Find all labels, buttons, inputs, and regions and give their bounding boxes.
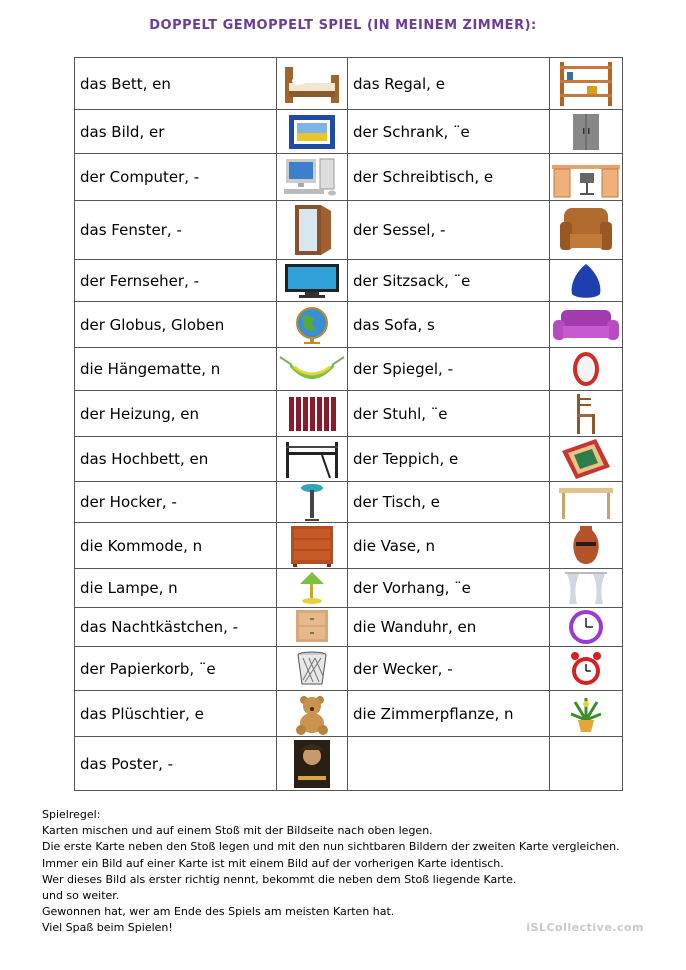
vocabulary-word: der Computer, -	[80, 168, 200, 186]
curtain-icon	[550, 570, 622, 606]
table-row	[75, 110, 623, 154]
vocabulary-word: die Hängematte, n	[80, 360, 221, 378]
vase-icon	[550, 524, 622, 568]
table-row	[75, 154, 623, 201]
vocabulary-word: das Fenster, -	[80, 221, 182, 239]
right-word-cell	[348, 437, 550, 482]
rules-line: Immer ein Bild auf einer Karte ist mit einem Bild auf der vorherigen Karte identisch.	[42, 856, 504, 870]
vocabulary-word: die Zimmerpflanze, n	[353, 704, 514, 723]
vocabulary-word: die Vase, n	[353, 536, 436, 555]
left-picture-cell	[277, 348, 348, 391]
left-picture-cell	[277, 737, 348, 791]
right-picture-cell	[550, 647, 623, 691]
table-row	[75, 302, 623, 348]
vocabulary-word: der Vorhang, ¨e	[353, 579, 471, 597]
right-word-cell	[348, 523, 550, 569]
watermark: iSLCollective.com	[526, 921, 644, 934]
hammock-icon	[277, 351, 347, 387]
left-picture-cell	[277, 201, 348, 260]
vocabulary-word: die Wanduhr, en	[353, 618, 477, 636]
vocabulary-word: der Globus, Globen	[80, 315, 225, 334]
carpet-icon	[550, 437, 622, 481]
left-word-cell	[75, 737, 277, 791]
left-word-cell	[75, 608, 277, 647]
left-picture-cell	[277, 482, 348, 523]
computer-icon	[277, 156, 347, 198]
left-word-cell	[75, 260, 277, 302]
table-row	[75, 647, 623, 691]
left-picture-cell	[277, 569, 348, 608]
right-picture-cell	[550, 154, 623, 201]
table-row	[75, 691, 623, 737]
picture-icon	[277, 113, 347, 151]
right-word-cell	[348, 302, 550, 348]
table-row	[75, 201, 623, 260]
rules-line: Gewonnen hat, wer am Ende des Spiels am meisten Karten hat.	[42, 905, 395, 919]
sofa-icon	[550, 304, 622, 346]
left-picture-cell	[277, 608, 348, 647]
vocabulary-word: der Papierkorb, ¨e	[80, 659, 216, 678]
table-row	[75, 58, 623, 110]
table-row	[75, 391, 623, 437]
left-picture-cell	[277, 260, 348, 302]
right-picture-cell	[550, 391, 623, 437]
vocabulary-word: das Plüschtier, e	[80, 704, 204, 723]
vocabulary-word: das Hochbett, en	[80, 450, 209, 468]
left-picture-cell	[277, 647, 348, 691]
left-picture-cell	[277, 691, 348, 737]
right-picture-cell	[550, 608, 623, 647]
vocabulary-word: der Stuhl, ¨e	[353, 404, 448, 423]
right-picture-cell	[550, 348, 623, 391]
left-word-cell	[75, 154, 277, 201]
vocabulary-word: das Bild, er	[80, 122, 165, 141]
mirror-icon	[550, 350, 622, 388]
left-word-cell	[75, 569, 277, 608]
right-picture-cell	[550, 737, 623, 791]
nightstand-icon	[277, 608, 347, 646]
left-picture-cell	[277, 110, 348, 154]
left-word-cell	[75, 691, 277, 737]
vocabulary-table	[74, 57, 623, 791]
beanbag-icon	[550, 262, 622, 300]
vocabulary-word: der Hocker, -	[80, 493, 177, 511]
left-picture-cell	[277, 437, 348, 482]
left-word-cell	[75, 348, 277, 391]
vocabulary-word: das Nachtkästchen, -	[80, 618, 239, 636]
left-picture-cell	[277, 58, 348, 110]
table-row	[75, 608, 623, 647]
rules-line: Die erste Karte neben den Stoß legen und mit den nun sichtbaren Bildern der zweiten Karte vergleichen.	[42, 840, 620, 854]
left-picture-cell	[277, 391, 348, 437]
radiator-icon	[277, 393, 347, 435]
armchair-icon	[550, 204, 622, 256]
wastebasket-icon	[277, 650, 347, 688]
left-word-cell	[75, 58, 277, 110]
poster-icon	[277, 738, 347, 790]
right-word-cell	[348, 391, 550, 437]
right-picture-cell	[550, 523, 623, 569]
vocabulary-word: der Tisch, e	[353, 493, 440, 511]
right-word-cell	[348, 348, 550, 391]
table-row	[75, 348, 623, 391]
table-row	[75, 482, 623, 523]
rules-line: Viel Spaß beim Spielen!	[42, 921, 173, 935]
left-word-cell	[75, 302, 277, 348]
table-row	[75, 523, 623, 569]
table-row	[75, 437, 623, 482]
vocabulary-word: das Regal, e	[353, 74, 445, 93]
left-word-cell	[75, 391, 277, 437]
tv-icon	[277, 262, 347, 300]
vocabulary-word: der Spiegel, -	[353, 360, 453, 378]
vocabulary-word: der Schrank, ¨e	[353, 122, 470, 141]
shelf-icon	[550, 60, 622, 108]
wardrobe-icon	[550, 112, 622, 152]
page-title: DOPPELT GEMOPPELT SPIEL (IN MEINEM ZIMMER):	[149, 18, 537, 33]
desk-icon	[550, 155, 622, 199]
rules-line: Karten mischen und auf einem Stoß mit der Bildseite nach oben legen.	[42, 824, 433, 838]
table-row	[75, 737, 623, 791]
rules-line: und so weiter.	[42, 889, 120, 903]
left-word-cell	[75, 201, 277, 260]
vocabulary-word: der Teppich, e	[353, 450, 459, 468]
left-word-cell	[75, 482, 277, 523]
right-word-cell	[348, 608, 550, 647]
vocabulary-word: der Wecker, -	[353, 659, 453, 678]
table-icon	[550, 482, 622, 522]
vocabulary-word: das Bett, en	[80, 74, 171, 93]
dresser-icon	[277, 524, 347, 568]
right-picture-cell	[550, 437, 623, 482]
right-picture-cell	[550, 110, 623, 154]
left-word-cell	[75, 523, 277, 569]
left-word-cell	[75, 110, 277, 154]
right-word-cell	[348, 647, 550, 691]
right-picture-cell	[550, 302, 623, 348]
lamp-icon	[277, 570, 347, 606]
vocabulary-word: der Sitzsack, ¨e	[353, 271, 471, 290]
chair-icon	[550, 392, 622, 436]
right-picture-cell	[550, 201, 623, 260]
right-picture-cell	[550, 691, 623, 737]
vocabulary-word: die Kommode, n	[80, 536, 203, 555]
window-icon	[277, 203, 347, 257]
right-word-cell	[348, 569, 550, 608]
right-picture-cell	[550, 569, 623, 608]
right-picture-cell	[550, 482, 623, 523]
left-picture-cell	[277, 523, 348, 569]
table-row	[75, 569, 623, 608]
alarm-clock-icon	[550, 649, 622, 689]
vocabulary-word: der Schreibtisch, e	[353, 168, 494, 186]
left-picture-cell	[277, 302, 348, 348]
right-word-cell	[348, 482, 550, 523]
right-word-cell	[348, 691, 550, 737]
teddy-bear-icon	[277, 693, 347, 735]
right-picture-cell	[550, 58, 623, 110]
left-picture-cell	[277, 154, 348, 201]
right-word-cell	[348, 154, 550, 201]
right-word-cell	[348, 260, 550, 302]
table-row	[75, 260, 623, 302]
loft-bed-icon	[277, 438, 347, 480]
wall-clock-icon	[550, 608, 622, 646]
vocabulary-word: das Poster, -	[80, 754, 174, 773]
game-rules	[42, 807, 662, 937]
right-word-cell	[348, 737, 550, 791]
left-word-cell	[75, 647, 277, 691]
vocabulary-word: der Sessel, -	[353, 221, 446, 239]
vocabulary-word: der Heizung, en	[80, 404, 200, 423]
right-word-cell	[348, 201, 550, 260]
stool-icon	[277, 482, 347, 522]
rules-heading: Spielregel:	[42, 808, 101, 821]
right-word-cell	[348, 58, 550, 110]
globe-icon	[277, 305, 347, 345]
vocabulary-word: der Fernseher, -	[80, 271, 200, 290]
houseplant-icon	[550, 694, 622, 734]
left-word-cell	[75, 437, 277, 482]
vocabulary-word: das Sofa, s	[353, 315, 435, 334]
rules-line: Wer dieses Bild als erster richtig nennt, bekommt die neben dem Stoß liegende Karte.	[42, 872, 517, 886]
right-word-cell	[348, 110, 550, 154]
bed-icon	[277, 61, 347, 107]
vocabulary-word: die Lampe, n	[80, 579, 178, 597]
right-picture-cell	[550, 260, 623, 302]
